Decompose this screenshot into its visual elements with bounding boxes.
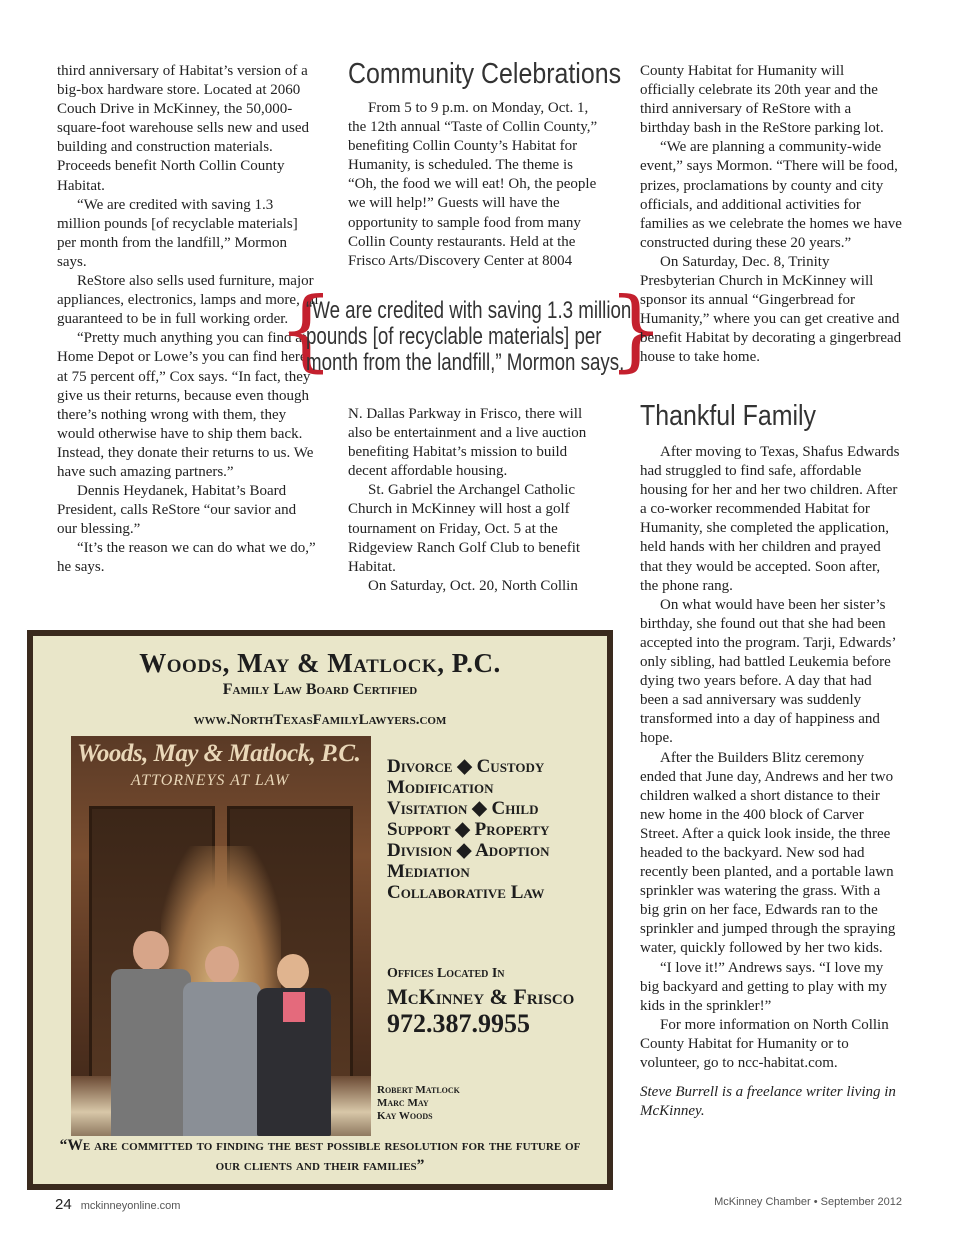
paragraph: From 5 to 9 p.m. on Monday, Oct. 1, the 12th annual “Taste of Collin County,” benefiting Collin County’s Habitat for Humanity, is scheduled. The theme is “Oh, the food we will eat! Oh, the people we will help!” Guests will have the opportunity to sample food from many Collin County restaurants. Held at the Frisco Arts/Discovery Center at 8004: [348, 100, 598, 269]
footer-publication: McKinney Chamber • September 2012: [714, 1196, 902, 1208]
attorney-name: Marc May: [377, 1097, 429, 1109]
paragraph: “We are planning a community-wide event,” says Mormon. “There will be food, prizes, proclamations by county and city officials, and additional activities for families as we celebrate the homes we have constructed during these 20 years.”: [640, 139, 902, 251]
offices-label: Offices Located In: [387, 966, 505, 981]
footer-left: [55, 1196, 180, 1213]
service-item: Visitation ◆ Child: [387, 798, 539, 819]
paragraph: ReStore also sells used furniture, major appliances, electronics, lamps and more, all guaranteed to be in full working order.: [57, 273, 319, 328]
paragraph: N. Dallas Parkway in Frisco, there will also be entertainment and a live auction benefiting Habitat’s mission to build decent affordable housing.: [348, 406, 587, 480]
photo-sign-subtitle: ATTORNEYS AT LAW: [131, 772, 290, 789]
page-number: 24: [55, 1196, 72, 1213]
firm-tagline: “We are committed to finding the best possible resolution for the future of our clients and their families”: [59, 1137, 581, 1174]
article-column-2-bottom: [348, 405, 598, 596]
section-heading-thankful-family: Thankful Family: [640, 400, 817, 432]
service-item: Collaborative Law: [387, 882, 545, 903]
pull-quote: [278, 278, 664, 382]
photo-sign: Woods, May & Matlock, P.C.: [77, 740, 361, 767]
phone-number: 972.387.9955: [387, 1009, 530, 1038]
paragraph: On Saturday, Dec. 8, Trinity Presbyterian Church in McKinney will sponsor its annual “Gingerbread for Humanity,” where you can get creative and benefit Habitat by decorating a gingerbread house to take home.: [640, 253, 902, 366]
article-column-2-top: [348, 99, 598, 271]
paragraph: “I love it!” Andrews says. “I love my big backyard and getting to play with my kids in the sprinkler!”: [640, 959, 888, 1014]
paragraph: For more information on North Collin County Habitat for Humanity or to volunteer, go to ncc-habitat.com.: [640, 1016, 889, 1071]
pull-quote-text: “We are credited with saving 1.3 million pounds [of recyclable materials] per month from the landfill,” Mormon says.: [306, 297, 632, 376]
service-item: Division ◆ Adoption: [387, 840, 550, 861]
paragraph: St. Gabriel the Archangel Catholic Church in McKinney will host a golf tournament on Friday, Oct. 5 at the Ridgeview Ranch Golf Club to benefit Habitat.: [348, 482, 581, 575]
paragraph: “We are credited with saving 1.3 million pounds [of recyclable materials] per month from the landfill,” Mormon says.: [57, 196, 298, 270]
attorneys-photo: [71, 736, 371, 1136]
firm-name: Woods, May & Matlock, P.C.: [139, 648, 501, 678]
paragraph: After moving to Texas, Shafus Edwards had struggled to find safe, affordable housing for her and her two children. After a co-worker recommended Habitat for Humanity, she completed the application, held hands with her children and prayed that they would be accepted. Soon after, the phone rang.: [640, 444, 900, 594]
law-firm-advertisement: [27, 630, 613, 1190]
service-item: Mediation: [387, 861, 470, 882]
attorney-name: Robert Matlock: [377, 1084, 460, 1096]
article-column-3-bottom: [640, 400, 902, 1121]
paragraph: “It’s the reason we can do what we do,” he says.: [57, 540, 316, 576]
footer-website: mckinneyonline.com: [80, 1200, 181, 1212]
right-brace-icon: }: [608, 278, 664, 381]
services-list: [387, 756, 607, 903]
paragraph: County Habitat for Humanity will officially celebrate its 20th year and the third anniversary of ReStore with a birthday bash in the ReStore parking lot.: [640, 63, 884, 137]
article-column-3-top: [640, 62, 902, 368]
author-byline: Steve Burrell is a freelance writer living in McKinney.: [640, 1084, 896, 1120]
paragraph: On Saturday, Oct. 20, North Collin: [368, 577, 578, 594]
firm-website: www.NorthTexasFamilyLawyers.com: [193, 712, 447, 728]
paragraph: On what would have been her sister’s birthday, she found out that she had been accepted into the program. Tarji, Edwards’ only sibling, had battled Leukemia before dying two years before. A day that had been a sad anniversary was suddenly transformed into a day of happiness and hope.: [640, 596, 896, 747]
paragraph: Dennis Heydanek, Habitat’s Board President, calls ReStore “our savior and our blessing.”: [57, 483, 297, 538]
attorney-name: Kay Woods: [377, 1110, 433, 1122]
paragraph: After the Builders Blitz ceremony ended that June day, Andrews and her two children walked a short distance to their new home in the 400 block of Carver Street. After a quick look inside, the three headed to the backyard. New sod had recently been planted, and a portable lawn sprinkler was watering the grass. With a big grin on her face, Edwards ran to the sprinkler and jumped through the spraying water, quickly followed by her two kids.: [640, 749, 896, 957]
service-item: Support ◆ Property: [387, 819, 550, 840]
paragraph: third anniversary of Habitat’s version of a big-box hardware store. Located at 2060 Couch Drive in McKinney, the 50,000-square-foot warehouse sells new and used building and construction materials. Proceeds benefit North Collin County Habitat.: [57, 63, 310, 194]
service-item: Divorce ◆ Custody: [387, 756, 545, 777]
office-locations: McKinney & Frisco: [387, 984, 575, 1009]
service-item: Modification: [387, 777, 494, 798]
attorney-names: [377, 1084, 460, 1123]
firm-subtitle: Family Law Board Certified: [222, 681, 418, 698]
paragraph: “Pretty much anything you can find at Home Depot or Lowe’s you can find here, at 75 percent off,” Cox says. “In fact, they give us their returns, because even though there’s nothing wrong with them, they would otherwise have to ship them back. Instead, they donate their returns to us. We have such amazing partners.”: [57, 330, 314, 480]
section-heading-community-celebrations: Community Celebrations: [348, 58, 622, 90]
left-brace-icon: {: [278, 278, 334, 381]
advertisement-panel: [33, 636, 607, 1184]
